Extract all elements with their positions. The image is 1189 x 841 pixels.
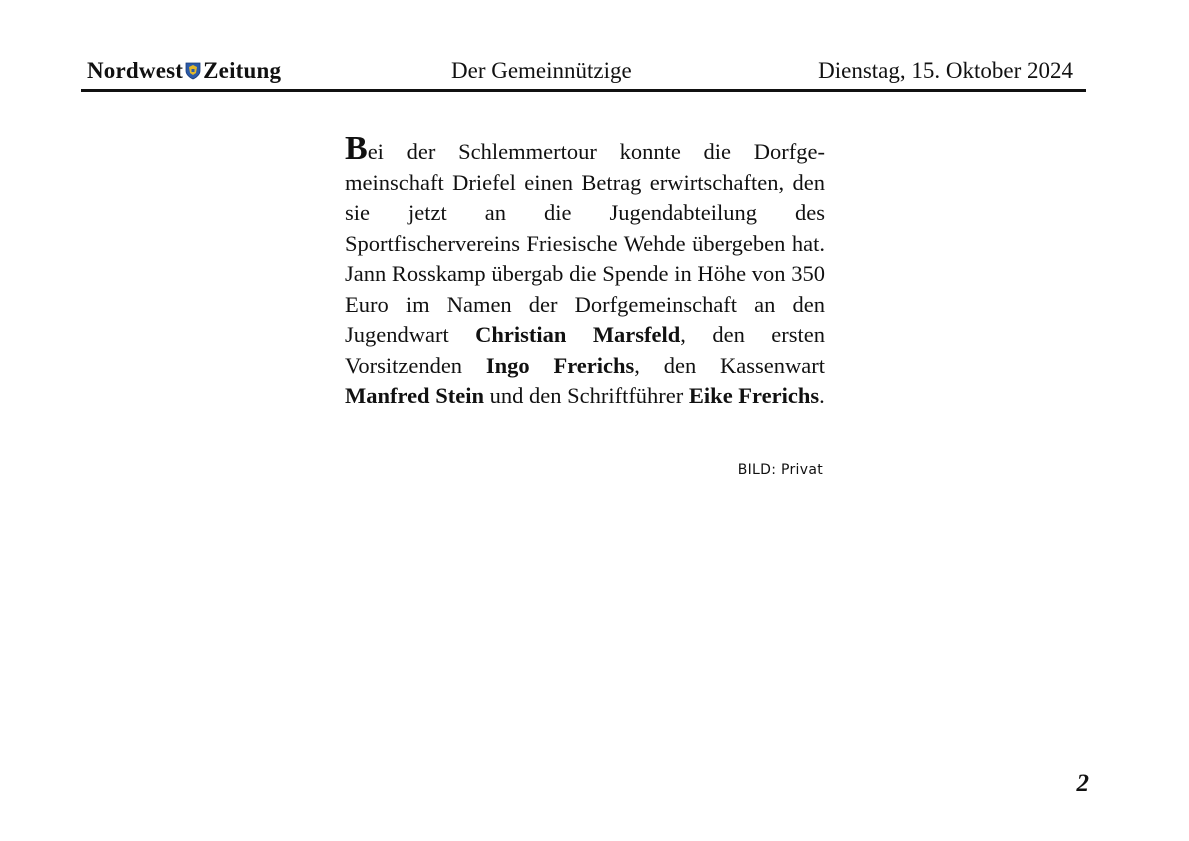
coat-of-arms-icon [185,62,201,80]
article-text: , den ersten Vorsitzenden [345,322,825,378]
header-divider [81,89,1086,92]
brand-name-part2: Zeitung [203,58,282,83]
person-name: Manfred Stein [345,383,484,408]
article-text: ei der Schlemmertour konnte die Dorfgemeinschaft Driefel einen Betrag erwirtschaften, den sie jetzt an die Jugendabteilung des Sportfischervereins Friesische Wehde übergeben hat. Jann Rosskamp übergab die Spende in Höhe von 350 Euro im Namen der Dorfgemeinschaft an den Jugendwart [345,139,825,347]
article-text: und den Schriftführer [483,383,689,408]
issue-date: Dienstag, 15. Oktober 2024 [818,58,1073,83]
photo-credit: BILD: Privat [737,462,823,478]
page-number: 2 [1076,770,1089,797]
article-text: , den Kassenwart [634,352,826,378]
article-text: . [819,383,825,408]
newspaper-brand [87,58,281,84]
person-name: Christian Marsfeld [475,322,681,347]
article-body [345,130,826,412]
person-name: Ingo Frerichs [485,352,635,378]
section-title: Der Gemeinnützige [451,58,632,83]
drop-cap: B [345,130,368,167]
page-header [83,56,1086,90]
person-name: Eike Frerichs [688,383,820,408]
brand-name-part1: Nordwest [87,58,184,83]
